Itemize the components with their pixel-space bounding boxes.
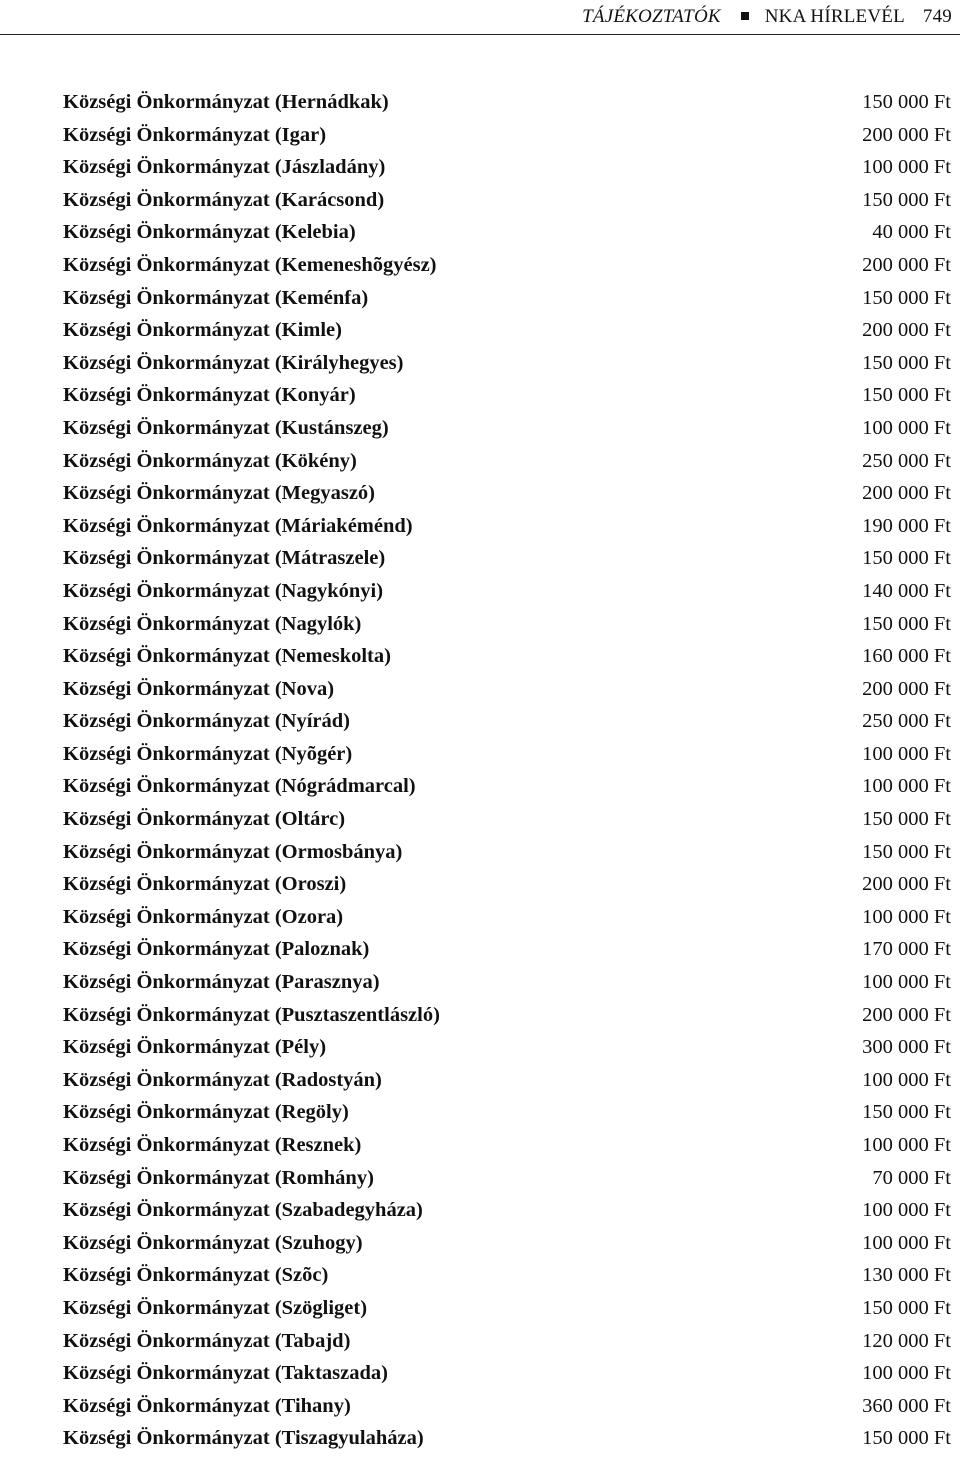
grant-amount: 40 000 Ft: [872, 221, 951, 244]
grant-amount: 250 000 Ft: [862, 710, 951, 733]
list-item: [63, 901, 951, 934]
grant-amount: 200 000 Ft: [862, 873, 951, 896]
list-item: [63, 1259, 951, 1292]
recipient-name: Községi Önkormányzat (Jászladány): [63, 156, 386, 179]
list-item: [63, 868, 951, 901]
recipient-name: Községi Önkormányzat (Nova): [63, 677, 335, 700]
recipient-name: Községi Önkormányzat (Kökény): [63, 449, 357, 472]
list-item: [63, 1292, 951, 1325]
grant-amount: 150 000 Ft: [862, 188, 951, 211]
recipient-name: Községi Önkormányzat (Paloznak): [63, 938, 370, 961]
recipient-name: Községi Önkormányzat (Hernádkak): [63, 91, 389, 113]
grant-amount: 150 000 Ft: [862, 840, 951, 863]
recipient-name: Községi Önkormányzat (Máriakéménd): [63, 514, 413, 537]
grant-amount: 150 000 Ft: [862, 547, 951, 570]
list-item: [63, 705, 951, 738]
grant-amount: 100 000 Ft: [862, 905, 951, 928]
recipient-name: Községi Önkormányzat (Nagykónyi): [63, 579, 384, 602]
recipient-name: Községi Önkormányzat (Parasznya): [63, 971, 380, 994]
grant-amount: 100 000 Ft: [862, 1231, 951, 1254]
grant-amount: 150 000 Ft: [862, 1427, 951, 1450]
recipient-name: Községi Önkormányzat (Radostyán): [63, 1068, 382, 1091]
grant-amount: 150 000 Ft: [862, 808, 951, 831]
recipient-name: Községi Önkormányzat (Konyár): [63, 384, 356, 407]
list-item: [63, 1422, 951, 1455]
list-item: [63, 379, 951, 412]
list-item: [63, 1357, 951, 1390]
recipient-name: Községi Önkormányzat (Igar): [63, 123, 327, 146]
list-item: [63, 510, 951, 543]
list-item: [63, 151, 951, 184]
recipient-name: Községi Önkormányzat (Tiszagyulaháza): [63, 1427, 424, 1450]
grant-list: [63, 86, 951, 1455]
list-item: [63, 542, 951, 575]
list-item: [63, 608, 951, 641]
grant-amount: 100 000 Ft: [862, 742, 951, 765]
recipient-name: Községi Önkormányzat (Pély): [63, 1036, 327, 1059]
grant-amount: 100 000 Ft: [862, 1199, 951, 1222]
list-item: [63, 347, 951, 380]
recipient-name: Községi Önkormányzat (Nyírád): [63, 710, 350, 733]
recipient-name: Községi Önkormányzat (Szögliget): [63, 1296, 368, 1319]
grant-amount: 160 000 Ft: [862, 645, 951, 668]
grant-amount: 300 000 Ft: [862, 1036, 951, 1059]
recipient-name: Községi Önkormányzat (Kustánszeg): [63, 416, 389, 439]
recipient-name: Községi Önkormányzat (Tabajd): [63, 1329, 351, 1352]
recipient-name: Községi Önkormányzat (Pusztaszentlászló): [63, 1003, 440, 1026]
grant-amount: 130 000 Ft: [862, 1264, 951, 1287]
page-number: 749: [922, 6, 952, 27]
grant-amount: 100 000 Ft: [862, 1068, 951, 1091]
recipient-name: Községi Önkormányzat (Resznek): [63, 1134, 362, 1156]
list-item: [63, 477, 951, 510]
square-bullet-icon: [741, 12, 749, 20]
recipient-name: Községi Önkormányzat (Regöly): [63, 1101, 349, 1124]
recipient-name: Községi Önkormányzat (Romhány): [63, 1166, 374, 1189]
list-item: [63, 640, 951, 673]
grant-amount: 200 000 Ft: [862, 677, 951, 700]
list-item: [63, 184, 951, 217]
list-item: [63, 803, 951, 836]
list-item: [63, 738, 951, 771]
list-item: [63, 1194, 951, 1227]
recipient-name: Községi Önkormányzat (Nógrádmarcal): [63, 775, 416, 798]
list-item: [63, 86, 951, 119]
grant-amount: 250 000 Ft: [862, 449, 951, 472]
recipient-name: Községi Önkormányzat (Kelebia): [63, 221, 356, 244]
list-item: [63, 1064, 951, 1097]
grant-amount: 200 000 Ft: [862, 253, 951, 276]
recipient-name: Községi Önkormányzat (Mátraszele): [63, 547, 386, 570]
list-item: [63, 1227, 951, 1260]
grant-amount: 360 000 Ft: [862, 1394, 951, 1417]
recipient-name: Községi Önkormányzat (Szabadegyháza): [63, 1199, 423, 1222]
grant-amount: 150 000 Ft: [862, 351, 951, 374]
recipient-name: Községi Önkormányzat (Taktaszada): [63, 1362, 388, 1385]
list-item: [63, 836, 951, 869]
grant-amount: 100 000 Ft: [862, 971, 951, 994]
running-header: [0, 6, 952, 28]
list-item: [63, 1325, 951, 1358]
grant-amount: 100 000 Ft: [862, 1362, 951, 1385]
grant-amount: 150 000 Ft: [862, 1101, 951, 1124]
list-item: [63, 412, 951, 445]
recipient-name: Községi Önkormányzat (Szõc): [63, 1264, 329, 1287]
recipient-name: Községi Önkormányzat (Kemeneshõgyész): [63, 253, 437, 276]
recipient-name: Községi Önkormányzat (Karácsond): [63, 188, 385, 211]
list-item: [63, 1031, 951, 1064]
recipient-name: Községi Önkormányzat (Nyõgér): [63, 742, 353, 765]
grant-amount: 170 000 Ft: [862, 938, 951, 961]
header-publication-title: NKA HÍRLEVÉL: [764, 6, 905, 27]
grant-amount: 150 000 Ft: [862, 286, 951, 309]
grant-amount: 190 000 Ft: [862, 514, 951, 537]
grant-amount: 100 000 Ft: [862, 1134, 951, 1156]
recipient-name: Községi Önkormányzat (Ormosbánya): [63, 840, 403, 863]
recipient-name: Községi Önkormányzat (Megyaszó): [63, 482, 375, 505]
recipient-name: Községi Önkormányzat (Oroszi): [63, 873, 347, 896]
list-item: [63, 1129, 951, 1162]
list-item: [63, 314, 951, 347]
grant-amount: 100 000 Ft: [862, 416, 951, 439]
recipient-name: Községi Önkormányzat (Szuhogy): [63, 1231, 363, 1254]
header-divider: [0, 34, 960, 35]
grant-amount: 200 000 Ft: [862, 1003, 951, 1026]
list-item: [63, 999, 951, 1032]
list-item: [63, 1162, 951, 1195]
recipient-name: Községi Önkormányzat (Oltárc): [63, 808, 346, 831]
grant-amount: 150 000 Ft: [862, 1296, 951, 1319]
list-item: [63, 445, 951, 478]
grant-amount: 150 000 Ft: [862, 91, 951, 113]
grant-amount: 70 000 Ft: [872, 1166, 951, 1189]
list-item: [63, 933, 951, 966]
list-item: [63, 216, 951, 249]
grant-amount: 200 000 Ft: [862, 319, 951, 342]
grant-amount: 120 000 Ft: [862, 1329, 951, 1352]
header-section-title: TÁJÉKOZTATÓK: [582, 6, 721, 27]
list-item: [63, 282, 951, 315]
recipient-name: Községi Önkormányzat (Tihany): [63, 1394, 351, 1417]
grant-amount: 100 000 Ft: [862, 775, 951, 798]
grant-amount: 200 000 Ft: [862, 482, 951, 505]
list-item: [63, 673, 951, 706]
recipient-name: Községi Önkormányzat (Királyhegyes): [63, 351, 404, 374]
recipient-name: Községi Önkormányzat (Keménfa): [63, 286, 369, 309]
list-item: [63, 575, 951, 608]
recipient-name: Községi Önkormányzat (Kimle): [63, 319, 342, 342]
recipient-name: Községi Önkormányzat (Ozora): [63, 905, 344, 928]
grant-amount: 200 000 Ft: [862, 123, 951, 146]
list-item: [63, 1390, 951, 1423]
grant-amount: 150 000 Ft: [862, 612, 951, 635]
list-item: [63, 119, 951, 152]
list-item: [63, 770, 951, 803]
list-item: [63, 966, 951, 999]
recipient-name: Községi Önkormányzat (Nagylók): [63, 612, 362, 635]
grant-amount: 150 000 Ft: [862, 384, 951, 407]
list-item: [63, 1096, 951, 1129]
grant-amount: 100 000 Ft: [862, 156, 951, 179]
grant-amount: 140 000 Ft: [862, 579, 951, 602]
recipient-name: Községi Önkormányzat (Nemeskolta): [63, 645, 391, 668]
list-item: [63, 249, 951, 282]
